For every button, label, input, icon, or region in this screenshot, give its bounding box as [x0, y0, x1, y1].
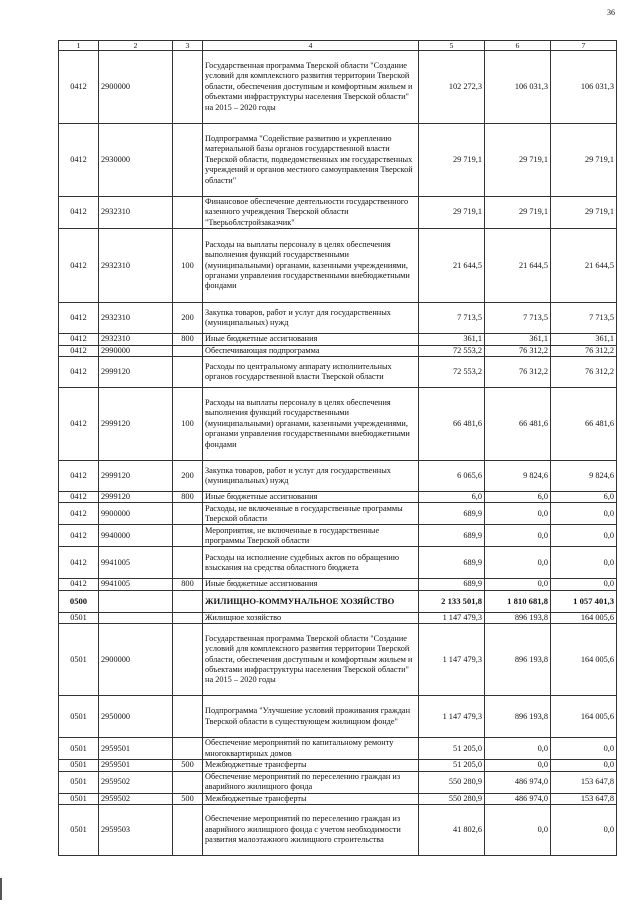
amount-2015-cell: 550 280,9: [419, 771, 485, 793]
amount-2015-cell: 1 147 479,3: [419, 624, 485, 696]
amount-2016-cell: 1 810 681,8: [485, 590, 551, 612]
expense-type-cell: 500: [173, 793, 203, 804]
amount-2017-cell: 76 312,2: [551, 357, 617, 388]
table-row: [59, 51, 617, 124]
description-cell: Расходы по центральному аппарату исполнительных органов государственной власти Тверской области: [203, 357, 419, 388]
expense-type-cell: [173, 503, 203, 525]
description-cell: Межбюджетные трансферты: [203, 793, 419, 804]
header-row: [59, 41, 617, 51]
table-row: [59, 547, 617, 579]
amount-2015-cell: 51 205,0: [419, 738, 485, 760]
amount-2017-cell: 361,1: [551, 334, 617, 345]
expense-type-cell: 500: [173, 760, 203, 771]
description-cell: Обеспечивающая подпрограмма: [203, 345, 419, 356]
expense-type-cell: [173, 738, 203, 760]
amount-2017-cell: 164 005,6: [551, 696, 617, 738]
amount-2017-cell: 153 647,8: [551, 771, 617, 793]
section-code-cell: 0501: [59, 793, 99, 804]
description-cell: Обеспечение мероприятий по переселению граждан из аварийного жилищного фонда: [203, 771, 419, 793]
section-code-cell: 0500: [59, 590, 99, 612]
target-article-cell: 9940000: [99, 525, 173, 547]
amount-2015-cell: 689,9: [419, 579, 485, 590]
expense-type-cell: 200: [173, 461, 203, 492]
section-code-cell: 0412: [59, 525, 99, 547]
target-article-cell: 2999120: [99, 492, 173, 503]
amount-2015-cell: 6 065,6: [419, 461, 485, 492]
amount-2015-cell: 689,9: [419, 503, 485, 525]
target-article-cell: 9900000: [99, 503, 173, 525]
expense-type-cell: [173, 345, 203, 356]
amount-2017-cell: 153 647,8: [551, 793, 617, 804]
target-article-cell: 2932310: [99, 197, 173, 229]
expense-type-cell: [173, 357, 203, 388]
amount-2017-cell: 0,0: [551, 525, 617, 547]
amount-2017-cell: 1 057 401,3: [551, 590, 617, 612]
amount-2016-cell: 0,0: [485, 525, 551, 547]
description-cell: Обеспечение мероприятий по переселению граждан из аварийного жилищного фонда с учетом необходимости развития малоэтажного жилищного строительства: [203, 805, 419, 856]
amount-2015-cell: 361,1: [419, 334, 485, 345]
target-article-cell: 9941005: [99, 547, 173, 579]
target-article-cell: 2900000: [99, 51, 173, 124]
amount-2015-cell: 29 719,1: [419, 197, 485, 229]
expense-type-cell: [173, 197, 203, 229]
amount-2016-cell: 0,0: [485, 760, 551, 771]
amount-2017-cell: 7 713,5: [551, 303, 617, 334]
amount-2015-cell: 689,9: [419, 525, 485, 547]
expense-type-cell: [173, 771, 203, 793]
amount-2017-cell: 66 481,6: [551, 388, 617, 461]
amount-2016-cell: 66 481,6: [485, 388, 551, 461]
table-row: [59, 503, 617, 525]
amount-2017-cell: 0,0: [551, 738, 617, 760]
section-code-cell: 0412: [59, 334, 99, 345]
section-code-cell: 0501: [59, 738, 99, 760]
expense-type-cell: [173, 547, 203, 579]
target-article-cell: 2959503: [99, 805, 173, 856]
description-cell: Государственная программа Тверской области "Создание условий для комплексного развития территории Тверской области, обеспечения доступным и комфортным жильем и объектами инфраструктуры населения Тверской области" на 2015 – 2020 годы: [203, 624, 419, 696]
header-cell: 5: [419, 41, 485, 51]
amount-2016-cell: 0,0: [485, 503, 551, 525]
amount-2015-cell: 1 147 479,3: [419, 612, 485, 623]
target-article-cell: 2932310: [99, 229, 173, 303]
target-article-cell: 2959501: [99, 738, 173, 760]
table-row: [59, 303, 617, 334]
table-row: [59, 345, 617, 356]
amount-2015-cell: 66 481,6: [419, 388, 485, 461]
amount-2016-cell: 7 713,5: [485, 303, 551, 334]
amount-2017-cell: 29 719,1: [551, 197, 617, 229]
target-article-cell: 2959502: [99, 771, 173, 793]
section-code-cell: 0501: [59, 805, 99, 856]
amount-2015-cell: 21 644,5: [419, 229, 485, 303]
expense-type-cell: 800: [173, 579, 203, 590]
header-cell: 4: [203, 41, 419, 51]
amount-2016-cell: 896 193,8: [485, 624, 551, 696]
amount-2016-cell: 0,0: [485, 738, 551, 760]
amount-2017-cell: 106 031,3: [551, 51, 617, 124]
section-code-cell: 0412: [59, 357, 99, 388]
amount-2017-cell: 164 005,6: [551, 612, 617, 623]
amount-2017-cell: 0,0: [551, 760, 617, 771]
section-code-cell: 0412: [59, 124, 99, 197]
table-row: [59, 461, 617, 492]
target-article-cell: [99, 612, 173, 623]
amount-2016-cell: 0,0: [485, 805, 551, 856]
expense-type-cell: [173, 696, 203, 738]
target-article-cell: 2999120: [99, 461, 173, 492]
expense-type-cell: 100: [173, 388, 203, 461]
amount-2015-cell: 6,0: [419, 492, 485, 503]
description-cell: ЖИЛИЩНО-КОММУНАЛЬНОЕ ХОЗЯЙСТВО: [203, 590, 419, 612]
expense-type-cell: [173, 51, 203, 124]
amount-2016-cell: 9 824,6: [485, 461, 551, 492]
expense-type-cell: [173, 124, 203, 197]
table-row: [59, 229, 617, 303]
expense-type-cell: 800: [173, 334, 203, 345]
amount-2015-cell: 2 133 501,8: [419, 590, 485, 612]
page-number: 36: [607, 8, 615, 17]
section-code-cell: 0412: [59, 229, 99, 303]
section-code-cell: 0412: [59, 345, 99, 356]
table-row: [59, 738, 617, 760]
target-article-cell: 2959501: [99, 760, 173, 771]
section-code-cell: 0412: [59, 579, 99, 590]
amount-2016-cell: 29 719,1: [485, 124, 551, 197]
amount-2016-cell: 361,1: [485, 334, 551, 345]
target-article-cell: 2990000: [99, 345, 173, 356]
scan-edge-mark: [0, 878, 2, 900]
section-code-cell: 0412: [59, 461, 99, 492]
amount-2017-cell: 9 824,6: [551, 461, 617, 492]
table-row: [59, 805, 617, 856]
expense-type-cell: 100: [173, 229, 203, 303]
description-cell: Государственная программа Тверской области "Создание условий для комплексного развития территории Тверской области, обеспечения доступным и комфортным жильем и объектами инфраструктуры населения Тверской области" на 2015 – 2020 годы: [203, 51, 419, 124]
amount-2016-cell: 76 312,2: [485, 357, 551, 388]
target-article-cell: 2959502: [99, 793, 173, 804]
amount-2016-cell: 896 193,8: [485, 696, 551, 738]
description-cell: Иные бюджетные ассигнования: [203, 334, 419, 345]
amount-2016-cell: 21 644,5: [485, 229, 551, 303]
table-row: [59, 793, 617, 804]
description-cell: Межбюджетные трансферты: [203, 760, 419, 771]
target-article-cell: [99, 590, 173, 612]
amount-2015-cell: 689,9: [419, 547, 485, 579]
description-cell: Расходы на исполнение судебных актов по обращению взыскания на средства областного бюджета: [203, 547, 419, 579]
amount-2017-cell: 29 719,1: [551, 124, 617, 197]
amount-2015-cell: 550 280,9: [419, 793, 485, 804]
amount-2015-cell: 41 802,6: [419, 805, 485, 856]
target-article-cell: 2999120: [99, 388, 173, 461]
amount-2017-cell: 6,0: [551, 492, 617, 503]
amount-2017-cell: 164 005,6: [551, 624, 617, 696]
table-row: [59, 590, 617, 612]
section-code-cell: 0501: [59, 771, 99, 793]
section-code-cell: 0412: [59, 197, 99, 229]
target-article-cell: 2950000: [99, 696, 173, 738]
amount-2017-cell: 0,0: [551, 579, 617, 590]
amount-2016-cell: 486 974,0: [485, 793, 551, 804]
amount-2015-cell: 1 147 479,3: [419, 696, 485, 738]
table-row: [59, 388, 617, 461]
amount-2015-cell: 7 713,5: [419, 303, 485, 334]
amount-2016-cell: 106 031,3: [485, 51, 551, 124]
expense-type-cell: [173, 612, 203, 623]
amount-2017-cell: 76 312,2: [551, 345, 617, 356]
section-code-cell: 0412: [59, 547, 99, 579]
description-cell: Подпрограмма "Улучшение условий проживания граждан Тверской области в существующем жилищном фонде": [203, 696, 419, 738]
expense-type-cell: [173, 805, 203, 856]
section-code-cell: 0501: [59, 624, 99, 696]
description-cell: Мероприятия, не включенные в государственные программы Тверской области: [203, 525, 419, 547]
description-cell: Подпрограмма "Содействие развитию и укреплению материальной базы органов государственной власти Тверской области, подведомственных им государственных учреждений и органов местного самоуправления Тверской области": [203, 124, 419, 197]
description-cell: Жилищное хозяйство: [203, 612, 419, 623]
section-code-cell: 0412: [59, 492, 99, 503]
target-article-cell: 2900000: [99, 624, 173, 696]
target-article-cell: 9941005: [99, 579, 173, 590]
table-row: [59, 124, 617, 197]
table-row: [59, 760, 617, 771]
description-cell: Обеспечение мероприятий по капитальному ремонту многоквартирных домов: [203, 738, 419, 760]
description-cell: Финансовое обеспечение деятельности государственного казенного учреждения Тверской области "Тверьоблстройзаказчик": [203, 197, 419, 229]
section-code-cell: 0412: [59, 51, 99, 124]
header-cell: 2: [99, 41, 173, 51]
description-cell: Закупка товаров, работ и услуг для государственных (муниципальных) нужд: [203, 461, 419, 492]
amount-2015-cell: 72 553,2: [419, 357, 485, 388]
amount-2015-cell: 51 205,0: [419, 760, 485, 771]
description-cell: Расходы на выплаты персоналу в целях обеспечения выполнения функций государственными (муниципальными) органами, казенными учреждениями, органами управления государственными внебюджетными фондами: [203, 388, 419, 461]
header-cell: 7: [551, 41, 617, 51]
table-row: [59, 525, 617, 547]
target-article-cell: 2932310: [99, 303, 173, 334]
section-code-cell: 0412: [59, 303, 99, 334]
amount-2015-cell: 102 272,3: [419, 51, 485, 124]
section-code-cell: 0501: [59, 696, 99, 738]
table-row: [59, 696, 617, 738]
table-row: [59, 771, 617, 793]
expense-type-cell: 800: [173, 492, 203, 503]
header-cell: 6: [485, 41, 551, 51]
amount-2015-cell: 29 719,1: [419, 124, 485, 197]
section-code-cell: 0412: [59, 388, 99, 461]
amount-2017-cell: 0,0: [551, 547, 617, 579]
table-row: [59, 197, 617, 229]
amount-2015-cell: 72 553,2: [419, 345, 485, 356]
amount-2017-cell: 0,0: [551, 805, 617, 856]
expense-type-cell: [173, 590, 203, 612]
expense-type-cell: 200: [173, 303, 203, 334]
target-article-cell: 2999120: [99, 357, 173, 388]
header-cell: 1: [59, 41, 99, 51]
amount-2016-cell: 0,0: [485, 579, 551, 590]
table-row: [59, 612, 617, 623]
amount-2016-cell: 76 312,2: [485, 345, 551, 356]
target-article-cell: 2932310: [99, 334, 173, 345]
budget-table: [58, 40, 617, 856]
description-cell: Расходы на выплаты персоналу в целях обеспечения выполнения функций государственными (муниципальными) органами, казенными учреждениями, органами управления государственными внебюджетными фондами: [203, 229, 419, 303]
amount-2017-cell: 0,0: [551, 503, 617, 525]
table-row: [59, 334, 617, 345]
table-row: [59, 624, 617, 696]
table-row: [59, 492, 617, 503]
section-code-cell: 0501: [59, 612, 99, 623]
description-cell: Закупка товаров, работ и услуг для государственных (муниципальных) нужд: [203, 303, 419, 334]
section-code-cell: 0501: [59, 760, 99, 771]
header-cell: 3: [173, 41, 203, 51]
amount-2017-cell: 21 644,5: [551, 229, 617, 303]
amount-2016-cell: 29 719,1: [485, 197, 551, 229]
amount-2016-cell: 896 193,8: [485, 612, 551, 623]
target-article-cell: 2930000: [99, 124, 173, 197]
description-cell: Иные бюджетные ассигнования: [203, 492, 419, 503]
expense-type-cell: [173, 525, 203, 547]
amount-2016-cell: 6,0: [485, 492, 551, 503]
amount-2016-cell: 0,0: [485, 547, 551, 579]
description-cell: Иные бюджетные ассигнования: [203, 579, 419, 590]
table-row: [59, 579, 617, 590]
section-code-cell: 0412: [59, 503, 99, 525]
description-cell: Расходы, не включенные в государственные программы Тверской области: [203, 503, 419, 525]
expense-type-cell: [173, 624, 203, 696]
amount-2016-cell: 486 974,0: [485, 771, 551, 793]
table-row: [59, 357, 617, 388]
